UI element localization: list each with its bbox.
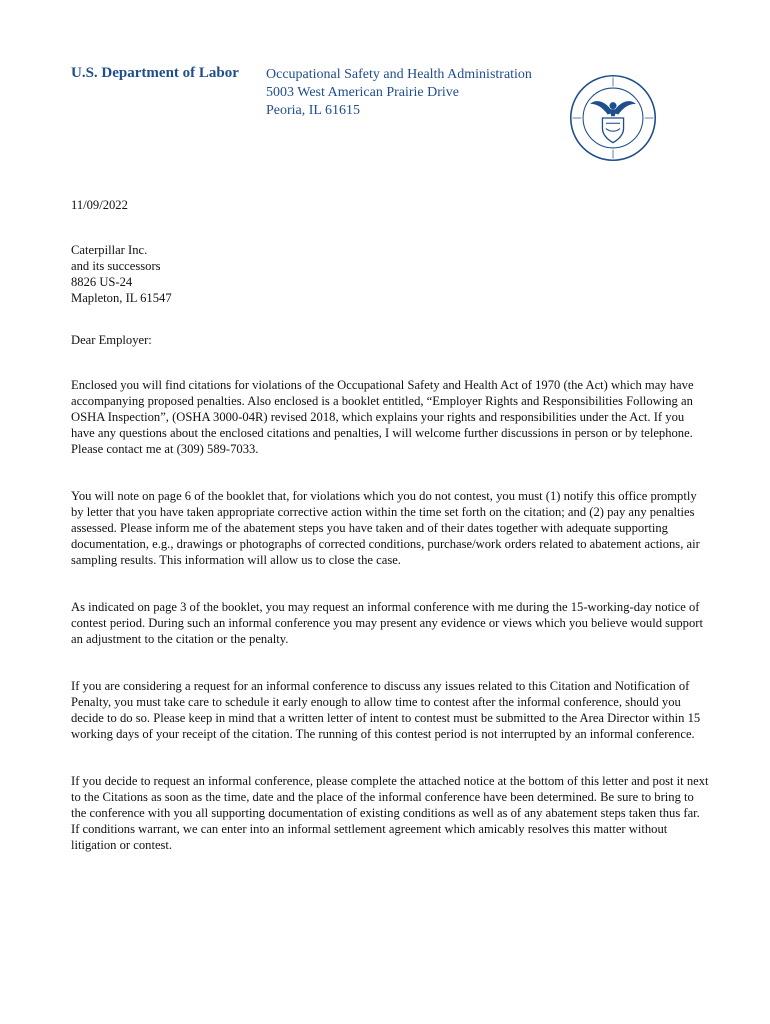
letter-date: 11/09/2022	[71, 198, 128, 212]
department-seal-icon	[569, 74, 657, 162]
recipient-line: Caterpillar Inc.	[71, 243, 148, 257]
recipient-address	[71, 242, 711, 306]
recipient-line: 8826 US-24	[71, 275, 133, 289]
agency-city: Peoria, IL 61615	[266, 103, 360, 118]
agency-address	[266, 66, 532, 120]
paragraph-citations-enclosed: Enclosed you will find citations for violations of the Occupational Safety and Health Act of 1970 (the Act) which may have accompanying proposed penalties. Also enclosed is a booklet entitled, “Employer Rights and Responsibilities Following an OSHA Inspection”, (OSHA 3000-04R) revised 2018, which explains your rights and responsibilities under the Act. If you have any questions about the enclosed citations and penalties, I will welcome further discussions in person or by telephone. Please contact me at (309) 589-7033.	[71, 378, 694, 456]
agency-street: 5003 West American Prairie Drive	[266, 85, 460, 100]
department-name: U.S. Department of Labor	[71, 65, 239, 81]
paragraph-informal-conference: As indicated on page 3 of the booklet, you may request an informal conference with me during the 15-working-day notice of contest period. During such an informal conference you may present any evidence or views which you believe would support an adjustment to the citation or the penalty.	[71, 600, 703, 646]
paragraph-conference-request: If you decide to request an informal conference, please complete the attached notice at the bottom of this letter and post it next to the Citations as soon as the time, date and the place of the informal conference have been determined. Be sure to bring to the conference with you all supporting documentation of existing conditions as well as of any abatement steps taken thus far. If conditions warrant, we can enter into an informal settlement agreement which amicably resolves this matter without litigation or contest.	[71, 774, 709, 852]
salutation: Dear Employer:	[71, 333, 152, 347]
letter-body	[71, 197, 711, 884]
agency-name: Occupational Safety and Health Administration	[266, 67, 532, 82]
paragraph-uncontested-violations: You will note on page 6 of the booklet that, for violations which you do not contest, you must (1) notify this office promptly by letter that you have taken appropriate corrective action within the time set forth on the citation; and (2) pay any penalties assessed. Please inform me of the abatement steps you have taken and of their dates together with adequate supporting documentation, e.g., drawings or photographs of corrected conditions, purchase/work orders related to abatement actions, air sampling results. This information will allow us to close the case.	[71, 489, 700, 567]
recipient-line: and its successors	[71, 259, 161, 273]
recipient-line: Mapleton, IL 61547	[71, 291, 172, 305]
paragraph-contest-timing: If you are considering a request for an informal conference to discuss any issues related to this Citation and Notification of Penalty, you must take care to schedule it early enough to allow time to contest after the informal conference, should you decide to do so. Please keep in mind that a written letter of intent to contest must be submitted to the Area Director within 15 working days of your receipt of the citation. The running of this contest period is not interrupted by an informal conference.	[71, 679, 701, 741]
